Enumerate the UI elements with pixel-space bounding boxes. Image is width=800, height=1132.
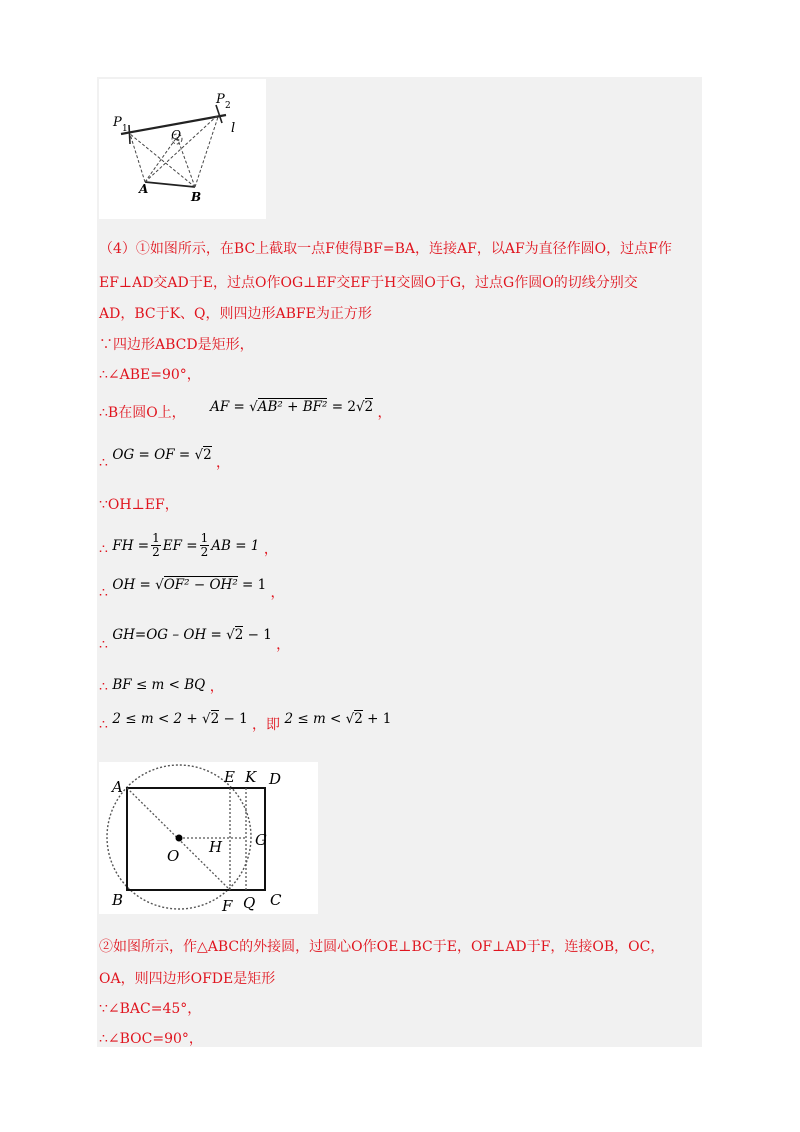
svg-text:2: 2: [225, 101, 231, 111]
text-line-7: ∴ OG = OF = √2 ，: [99, 447, 230, 471]
label-b: B: [191, 190, 202, 204]
formula-og: OG = OF = √2: [112, 447, 212, 463]
label-q: Q: [171, 128, 181, 142]
center-o: [176, 835, 183, 842]
label-l: l: [231, 121, 236, 136]
text-line-10: ∴ OH = √OF² − OH² = 1 ，: [99, 577, 285, 601]
label-b: B: [112, 891, 124, 909]
label-p2: P: [216, 92, 225, 107]
text-line-6: ∴B在圆O上， AF = √AB² + BF² = 2√2 ，: [99, 399, 392, 421]
formula-af: AF = √AB² + BF² = 2√2: [210, 399, 374, 415]
formula-gh: GH=OG – OH = √2 − 1: [112, 627, 272, 643]
text-line-p2-2: OA，则四边形OFDE是矩形: [99, 971, 276, 987]
label-p1: P: [113, 115, 122, 130]
label-e: E: [224, 768, 235, 786]
formula-m-range: 2 ≤ m < 2 + √2 − 1: [112, 711, 248, 727]
label-d: D: [269, 770, 282, 788]
text-line-p2-4: ∴∠BOC=90°，: [99, 1031, 203, 1047]
label-c: C: [270, 891, 282, 909]
text-line-9: ∴ FH = $\frac{1}{2}$ EF = $\frac{1}{2}$ AB = 1 ，: [99, 531, 278, 559]
figure-2-diagram: [99, 762, 318, 914]
formula-oh: OH = √OF² − OH² = 1: [112, 577, 267, 593]
text-line-11: ∴ GH=OG – OH = √2 − 1 ，: [99, 627, 291, 653]
text-line-13: ∴ 2 ≤ m < 2 + √2 − 1 ，即 2 ≤ m < √2 + 1: [99, 711, 392, 733]
label-a: A: [139, 182, 149, 196]
rect-abcd: [127, 788, 265, 890]
text-line-2: EF⊥AD交AD于E，过点O作OG⊥EF交EF于H交圆O于G，过点G作圆O的切线分别交: [99, 275, 638, 291]
figure-1: [99, 79, 266, 219]
text-line-1: （4）①如图所示，在BC上截取一点F使得BF=BA，连接AF，以AF为直径作圆O，过点F作: [99, 241, 672, 257]
formula-bf: BF ≤ m < BQ: [112, 677, 206, 693]
text-line-3: AD，BC于K、Q，则四边形ABFE为正方形: [99, 306, 372, 322]
label-g: G: [255, 831, 267, 849]
svg-text:1: 1: [122, 124, 128, 134]
formula-m-final: 2 ≤ m < √2 + 1: [284, 711, 392, 727]
formula-fh: FH = $\frac{1}{2}$ EF = $\frac{1}{2}$ AB = 1: [112, 531, 260, 559]
figure-2: [99, 762, 318, 914]
label-a: A: [112, 778, 123, 796]
label-o: O: [167, 847, 180, 865]
text-line-p2-3: ∵∠BAC=45°，: [99, 1001, 202, 1017]
label-q: Q: [243, 894, 256, 912]
label-k: K: [245, 768, 257, 786]
label-f: F: [222, 897, 233, 914]
text-line-4: ∵四边形ABCD是矩形，: [99, 337, 254, 353]
text-line-12: ∴ BF ≤ m < BQ ，: [99, 677, 224, 695]
text-line-8: ∵OH⊥EF，: [99, 497, 179, 513]
text-line-5: ∴∠ABE=90°，: [99, 367, 201, 383]
label-h: H: [209, 838, 223, 856]
segment-ab: [145, 182, 195, 187]
text-line-p2-1: ②如图所示，作△ABC的外接圆，过圆心O作OE⊥BC于E，OF⊥AD于F，连接OB，OC，: [99, 939, 665, 955]
figure-1-diagram: [99, 79, 266, 219]
